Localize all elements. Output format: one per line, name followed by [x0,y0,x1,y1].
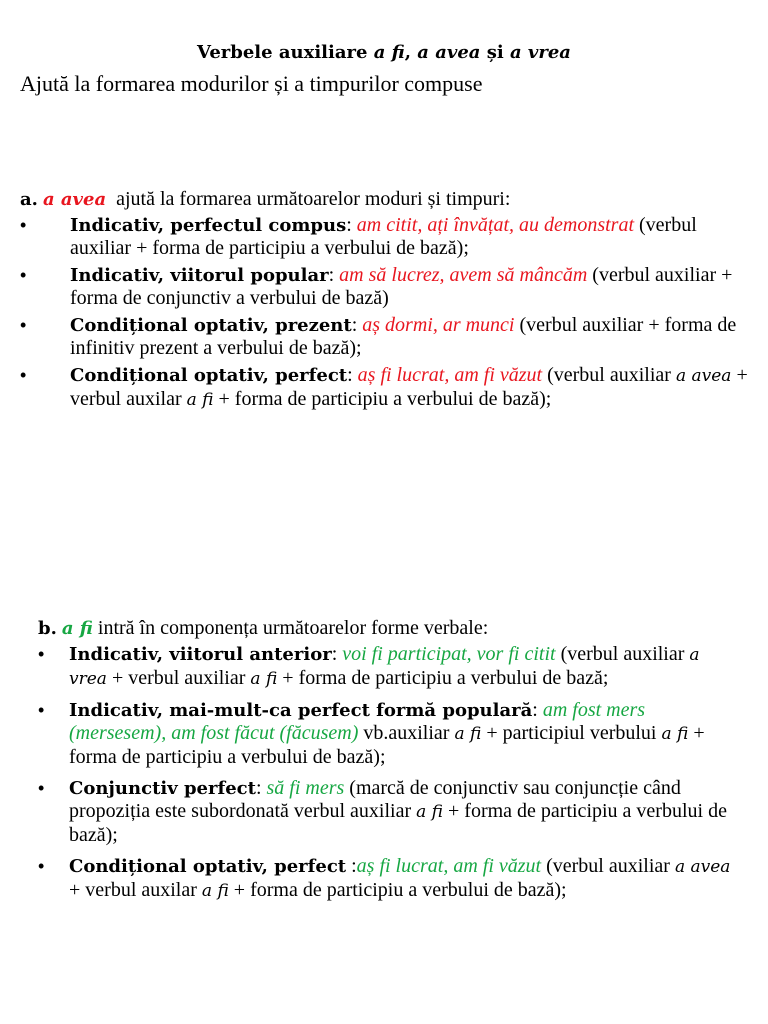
item-examples: aș dormi, ar munci [362,314,515,336]
section-b-intro-text: intră în componența următoarelor forme verbale: [97,617,489,639]
list-item [20,264,750,310]
item-desc: + verbul auxilar [70,364,748,410]
bullet: • [38,700,45,720]
list-item [38,643,738,691]
item-desc-verb: a vrea [69,645,700,689]
page-title [0,38,768,64]
section-b-list [38,643,738,903]
item-colon: : [532,699,538,721]
item-desc-verb: a fi [661,724,689,744]
item-label: Condițional optativ, perfect [70,365,348,386]
item-desc: + forma de participiu a verbului de bază); [213,388,552,410]
list-item [20,214,750,260]
item-desc: vb.auxiliar [358,722,455,744]
bullet: • [20,265,27,285]
section-b [38,614,738,911]
item-desc: (verbul auxiliar + forma de conjunctiv a verbului de bază) [70,264,733,309]
list-item [38,855,738,903]
item-colon: : [351,314,358,336]
bullet: • [20,365,27,385]
item-desc: (verbul auxiliar + forma de participiu a verbului de bază); [70,214,697,259]
item-desc-verb: a fi [186,390,214,410]
item-examples: să fi mers [266,777,345,799]
item-desc: (verbul auxiliar [547,364,676,386]
bullet: • [38,856,45,876]
item-desc-verb: a fi [201,881,229,901]
title-verb-a-avea: a avea [417,42,481,63]
item-desc: + forma de participiu a verbului de bază); [69,800,727,846]
item-desc: (marcă de conjunctiv sau conjuncție când propoziția este subordonată verbul auxiliar [69,777,681,822]
item-colon: : [331,643,338,665]
item-examples: aș fi lucrat, am fi văzut [356,855,542,877]
item-examples: voi fi participat, vor fi citit [342,643,556,665]
item-label: Indicativ, mai-mult-ca perfect formă populară [69,700,533,721]
list-item [20,364,750,412]
bullet: • [20,315,27,335]
item-colon: : [346,855,357,877]
item-examples: am fost mers (mersesem), am fost făcut (făcusem) [69,699,646,744]
item-desc: + verbul auxiliar [106,667,251,689]
title-sep: , [404,42,418,63]
section-a [20,185,750,416]
list-item [38,777,738,847]
item-desc: + verbul auxilar [69,879,202,901]
section-b-verb: a fi [61,618,93,639]
item-label: Condițional optativ, perfect [69,856,347,877]
item-desc: + forma de participiu a verbului de bază; [277,667,609,689]
item-colon: : [346,214,352,236]
section-a-intro-text: ajută la formarea următoarelor moduri și timpuri: [116,188,511,210]
title-verb-a-vrea: a vrea [509,42,571,63]
title-prefix: Verbele auxiliare [197,42,374,63]
item-colon: : [328,264,335,286]
item-label: Conjunctiv perfect [69,778,256,799]
item-desc-verb: a fi [454,724,482,744]
bullet: • [38,644,45,664]
item-label: Condițional optativ, prezent [70,315,352,336]
section-a-list [20,214,750,412]
list-item [20,314,750,360]
item-desc-verb: a avea [675,366,732,386]
item-desc: + forma de participiu a verbului de bază); [228,879,567,901]
page-subtitle: Ajută la formarea modurilor și a timpurilor compuse [20,71,483,96]
item-desc: + participiul verbului [481,722,662,744]
item-label: Indicativ, viitorul anterior [69,644,332,665]
title-sep: și [480,42,510,63]
item-desc-verb: a fi [416,802,443,822]
bullet: • [20,215,27,235]
item-desc-verb: a fi [250,669,278,689]
list-item [38,699,738,769]
item-label: Indicativ, viitorul popular [70,265,329,286]
item-desc: (verbul auxiliar [560,643,690,665]
item-examples: aș fi lucrat, am fi văzut [357,364,543,386]
section-b-marker: b. [38,618,57,639]
section-a-intro [20,185,750,214]
item-label: Indicativ, perfectul compus [70,215,347,236]
item-colon: : [347,364,353,386]
item-examples: am să lucrez, avem să mâncăm [339,264,588,286]
item-desc-verb: a avea [674,857,731,877]
section-a-marker: a. [20,189,38,210]
title-verb-a-fi: a fi [373,42,405,63]
item-desc: + forma de participiu a verbului de bază); [69,722,705,768]
item-desc: (verbul auxiliar [541,855,675,877]
section-b-intro [38,614,738,643]
item-desc: (verbul auxiliar + forma de infinitiv prezent a verbului de bază); [70,314,737,359]
section-a-verb: a avea [42,189,107,210]
bullet: • [38,778,45,798]
item-examples: am citit, ați învățat, au demonstrat [356,214,635,236]
item-colon: : [255,777,262,799]
